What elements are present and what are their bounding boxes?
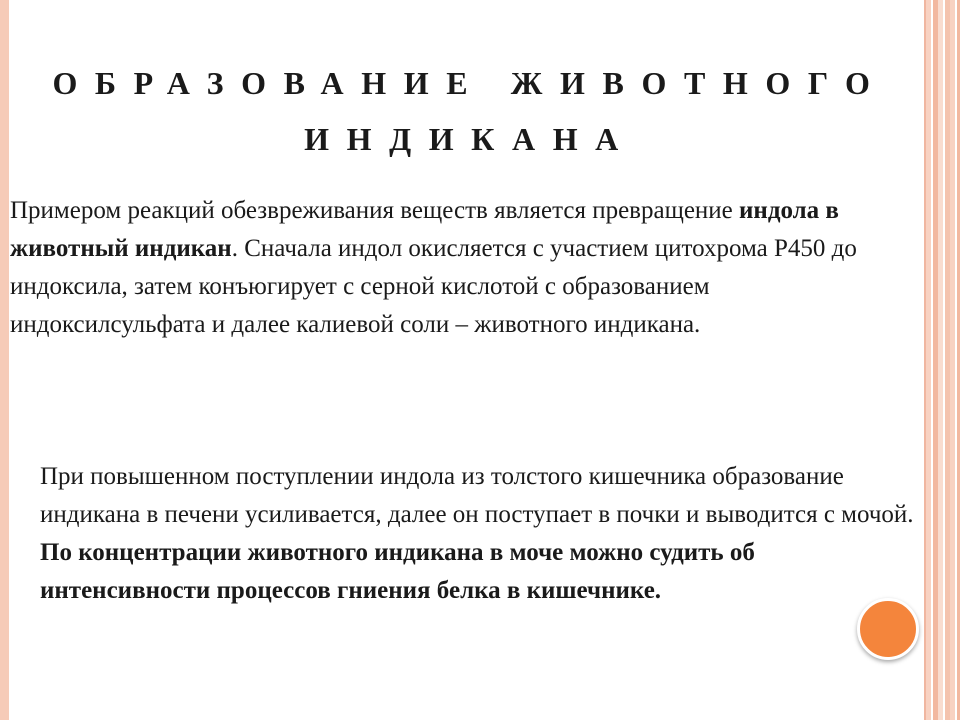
paragraph-1-bold: индола в животный индикан <box>10 197 839 262</box>
slide-title <box>40 55 900 167</box>
paragraph-2-bold: По концентрации животного индикана в моче можно судить об интенсивности процессов гниения белка в кишечнике. <box>40 539 755 604</box>
decorative-circle <box>857 598 919 660</box>
slide-title-line2: ИНДИКАНА <box>304 121 636 157</box>
left-frame-bar <box>0 0 9 720</box>
paragraph-2-text-a: При повышенном поступлении индола из толстого кишечника образование индикана в печени усиливается, далее он поступает в почки и выводится с мочой. <box>40 463 914 528</box>
paragraph-1-text-a: Примером реакций обезвреживания веществ является превращение <box>10 197 740 224</box>
paragraph-1 <box>10 192 910 344</box>
slide-title-line1: ОБРАЗОВАНИЕ ЖИВОТНОГО <box>52 65 888 101</box>
right-frame-stripes <box>926 0 960 720</box>
paragraph-2 <box>40 458 920 610</box>
paragraph-1-text-b: . Сначала индол окисляется с участием цитохрома Р450 до индоксила, затем конъюгирует с серной кислотой с образованием индоксилсульфата и далее калиевой соли – животного индикана. <box>10 235 857 338</box>
